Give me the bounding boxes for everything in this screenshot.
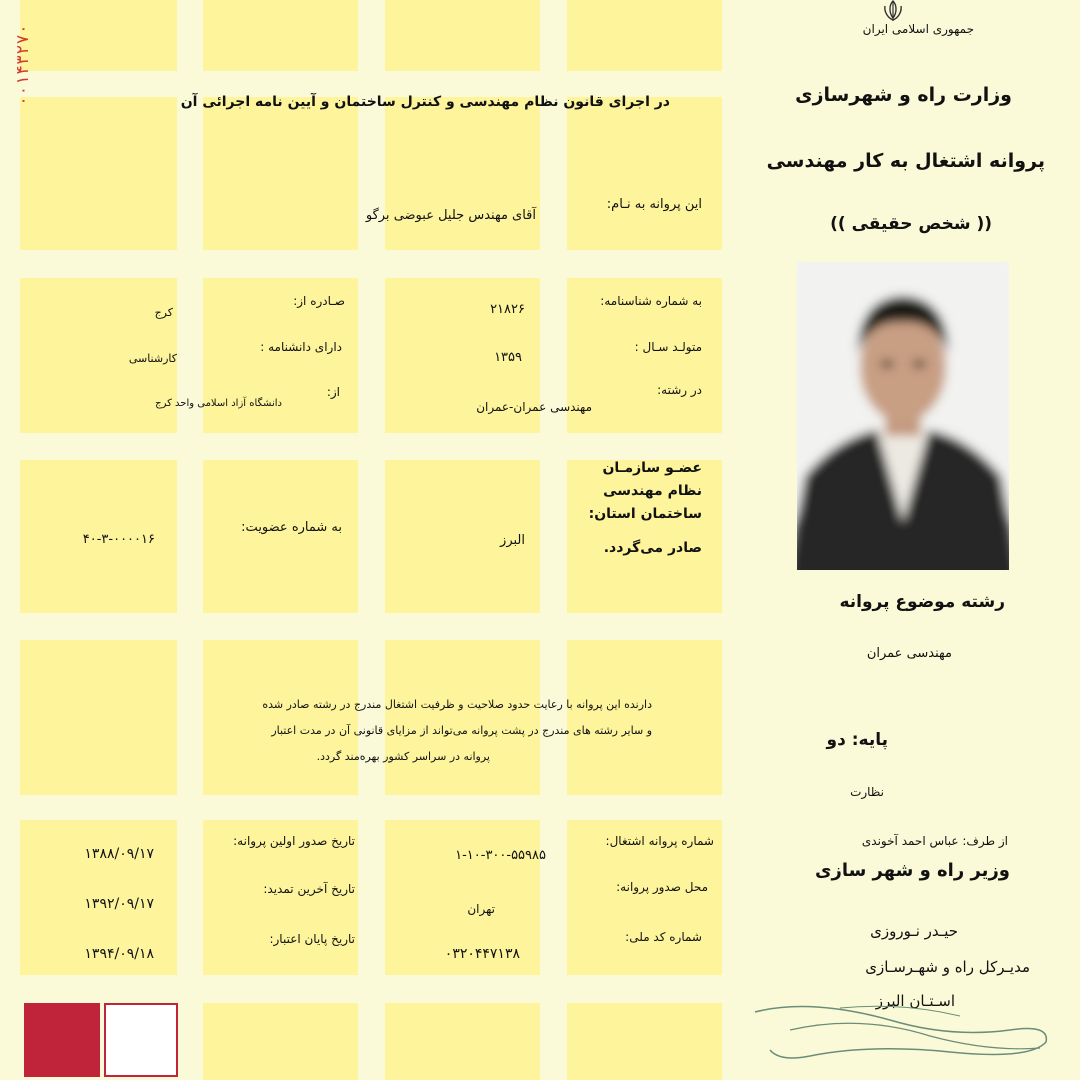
- degree: کارشناسی: [128, 352, 177, 365]
- director-name: حیـدر نـوروزی: [870, 922, 958, 940]
- membership-line4: صادر می‌گردد.: [603, 540, 702, 556]
- license-number-label: شماره پروانه اشتغال:: [605, 834, 714, 848]
- privileges-line2: و سایر رشته های مندرج در پشت پروانه می‌تواند از مزایای قانونی آن در مدت اعتبار: [271, 724, 652, 737]
- field-value: مهندسی عمران-عمران: [476, 400, 592, 414]
- preamble: در اجرای قانون نظام مهندسی و کنترل ساختمان و آیین نامه اجرائی آن: [180, 94, 670, 110]
- tile: [385, 0, 540, 71]
- minister-title: وزیر راه و شهر سازی: [814, 860, 1010, 881]
- national-code-label: شماره کد ملی:: [625, 930, 702, 944]
- membership-number-label: به شماره عضویت:: [241, 520, 342, 535]
- membership-line2: نظام مهندسی: [603, 483, 702, 499]
- tile: [385, 1003, 540, 1080]
- first-issue-label: تاریخ صدور اولین پروانه:: [233, 834, 355, 848]
- expiry-label: تاریخ پایان اعتبار:: [269, 932, 355, 946]
- holder-name: آقای مهندس جلیل عبوضی برگو: [365, 208, 536, 223]
- university-label: از:: [326, 385, 340, 399]
- tile: [385, 640, 540, 795]
- tile: [203, 640, 358, 795]
- birth-year: ۱۳۵۹: [494, 350, 522, 365]
- degree-label: دارای دانشنامه :: [260, 340, 342, 354]
- last-renewal-label: تاریخ آخرین تمدید:: [263, 882, 355, 896]
- issue-place: تهران: [467, 902, 495, 916]
- issue-place-label: محل صدور پروانه:: [616, 880, 708, 894]
- tile: [567, 97, 722, 250]
- subject-value: مهندسی عمران: [866, 646, 952, 661]
- tile: [20, 0, 177, 71]
- membership-province: البرز: [500, 533, 525, 548]
- tile: [567, 640, 722, 795]
- last-renewal-date: ۱۳۹۲/۰۹/۱۷: [84, 896, 154, 912]
- holder-label: این پروانه به نـام:: [606, 197, 702, 212]
- republic-name: جمهوری اسلامی ایران: [862, 22, 974, 36]
- university: دانشگاه آزاد اسلامی واحد کرج: [155, 398, 282, 409]
- license-number: ۱-۱۰-۳۰۰-۵۵۹۸۵: [455, 848, 546, 863]
- tile: [567, 1003, 722, 1080]
- subject-title: رشته موضوع پروانه: [839, 592, 1005, 612]
- director-title: مدیـرکل راه و شهـرسـازی: [865, 958, 1030, 976]
- tile: [203, 0, 358, 71]
- issued-from: کرج: [154, 306, 173, 319]
- issued-from-label: صـادره از:: [293, 294, 345, 308]
- privileges-line3: پروانه در سراسر کشور بهره‌مند گردد.: [316, 750, 490, 763]
- membership-line3: ساختمان استان:: [588, 506, 702, 522]
- tile: [203, 460, 358, 613]
- tile: [203, 1003, 358, 1080]
- tile: [567, 0, 722, 71]
- signature-scribble: [750, 990, 1060, 1070]
- person-type: (( شخص حقیقی )): [830, 214, 992, 234]
- activity: نظارت: [850, 785, 884, 799]
- privileges-line1: دارنده این پروانه با رعایت حدود صلاحیت و ظرفیت اشتغال مندرج در رشته صادر شده: [262, 698, 652, 711]
- ministry-title: وزارت راه و شهرسازی: [795, 84, 1012, 106]
- license-title: پروانه اشتغال به کار مهندسی: [766, 150, 1045, 172]
- membership-line1: عضـو سازمـان: [602, 460, 702, 476]
- red-color-square: [24, 1003, 100, 1077]
- field-label: در رشته:: [657, 383, 702, 397]
- on-behalf: از طرف: عباس احمد آخوندی: [861, 834, 1008, 848]
- tile: [203, 97, 358, 250]
- expiry-date: ۱۳۹۴/۰۹/۱۸: [84, 946, 154, 962]
- birth-year-label: متولـد سـال :: [634, 340, 702, 354]
- white-color-square: [104, 1003, 178, 1077]
- id-number: ۲۱۸۲۶: [490, 302, 525, 317]
- membership-number: ۴۰-۳-۰۰۰۰۱۶: [82, 532, 155, 547]
- tile: [20, 97, 177, 250]
- national-code: ۰۳۲۰۴۴۷۱۳۸: [444, 946, 520, 962]
- id-number-label: به شماره شناسنامه:: [600, 294, 702, 308]
- tile: [20, 640, 177, 795]
- signature-province: اسـتـان البرز: [875, 992, 955, 1010]
- first-issue-date: ۱۳۸۸/۰۹/۱۷: [84, 846, 154, 862]
- holder-photo: [797, 262, 1009, 570]
- tile: [385, 97, 540, 250]
- iran-emblem-icon: [880, 0, 906, 22]
- grade: پایه: دو: [826, 730, 888, 750]
- serial-number: ۰۰۱۴۳۲۷۰: [12, 24, 33, 106]
